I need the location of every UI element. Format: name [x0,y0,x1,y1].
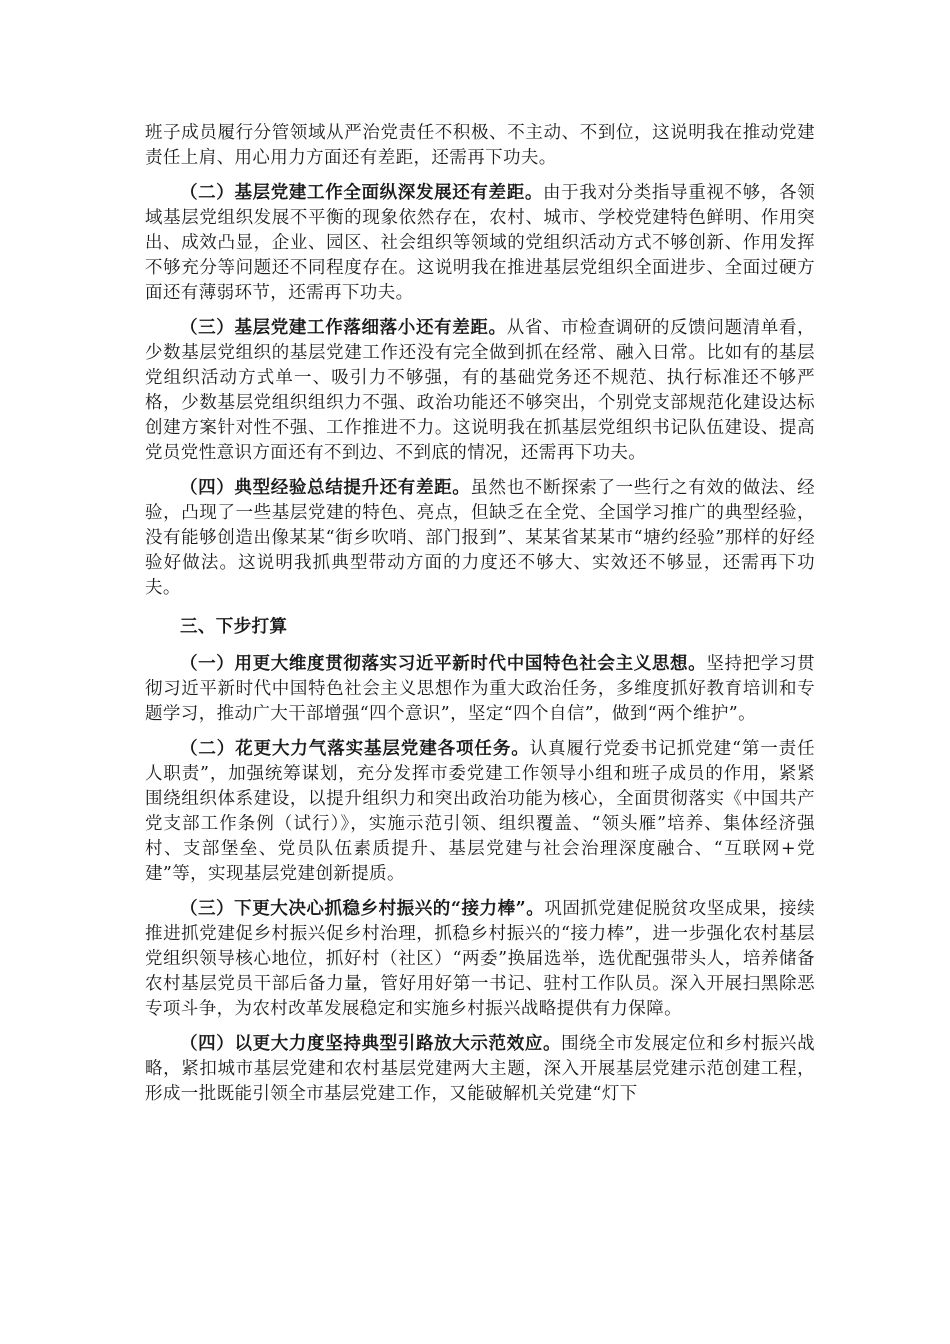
paragraph-issue-2 [145,181,815,306]
paragraph-text: 班子成员履行分管领域从严治党责任不积极、不主动、不到位，这说明我在推动党建责任上肩、用心用力方面还有差距，还需再下功夫。 [145,123,815,168]
paragraph-text: 围绕全市发展定位和乡村振兴战略，紧扣城市基层党建和农村基层党建两大主题，深入开展基层党建示范创建工程，形成一批既能引领全市基层党建工作，又能破解机关党建“灯下 [145,1034,815,1104]
paragraph-text: 认真履行党委书记抓党建“第一责任人职责”，加强统筹谋划，充分发挥市委党建工作领导小组和班子成员的作用，紧紧围绕组织体系建设，以提升组织力和突出政治功能为核心，全面贯彻落实《中国共产党支部工作条例（试行）》，实施示范引领、组织覆盖、“领头雁”培养、集体经济强村、支部堡垒、党员队伍素质提升、基层党建与社会治理深度融合、“互联网+党建”等，实现基层党建创新提质。 [145,739,815,884]
paragraph-plan-1 [145,652,815,727]
paragraph-lead: （四）以更大力度坚持典型引路放大示范效应。 [180,1034,562,1054]
paragraph-lead: （三）下更大决心抓稳乡村振兴的“接力棒”。 [180,899,545,919]
paragraph-plan-3 [145,897,815,1022]
paragraph-issue-4 [145,476,815,601]
paragraph-plan-2 [145,737,815,887]
paragraph-text: 坚持把学习贯彻习近平新时代中国特色社会主义思想作为重大政治任务，多维度抓好教育培训和专题学习，推动广大干部增强“四个意识”，坚定“四个自信”，做到“两个维护”。 [145,654,815,724]
paragraph-lead: （三）基层党建工作落细落小还有差距。 [180,318,507,338]
section-heading: 三、下步打算 [180,617,288,637]
paragraph-lead: （二）基层党建工作全面纵深发展还有差距。 [180,183,543,203]
paragraph-lead: （一）用更大维度贯彻落实习近平新时代中国特色社会主义思想。 [180,654,707,674]
paragraph-lead: （二）花更大力气落实基层党建各项任务。 [180,739,530,759]
paragraph-text: 巩固抓党建促脱贫攻坚成果，接续推进抓党建促乡村振兴促乡村治理，抓稳乡村振兴的“接力棒”，进一步强化农村基层党组织领导核心地位，抓好村（社区）“两委”换届选举，选优配强带头人，培养储备农村基层党员干部后备力量，管好用好第一书记、驻村工作队员。深入开展扫黑除恶专项斗争，为农村改革发展稳定和实施乡村振兴战略提供有力保障。 [145,899,815,1019]
paragraph-text: 由于我对分类指导重视不够，各领域基层党组织发展不平衡的现象依然存在，农村、城市、学校党建特色鲜明、作用突出、成效凸显，企业、园区、社会组织等领域的党组织活动方式不够创新、作用发挥不够充分等问题还不同程度存在。这说明我在推进基层党组织全面进步、全面过硬方面还有薄弱环节，还需再下功夫。 [145,183,815,303]
paragraph-text: 虽然也不断探索了一些行之有效的做法、经验，凸现了一些基层党建的特色、亮点，但缺乏在全党、全国学习推广的典型经验，没有能够创造出像某某“街乡吹哨、部门报到”、某某省某某市“塘约经验”那样的好经验好做法。这说明我抓典型带动方面的力度还不够大、实效还不够显，还需再下功夫。 [145,478,815,598]
paragraph-continuation [145,121,815,171]
paragraph-lead: （四）典型经验总结提升还有差距。 [180,478,471,498]
paragraph-plan-4 [145,1032,815,1107]
paragraph-issue-3 [145,316,815,466]
document-page [145,121,815,1107]
paragraph-text: 从省、市检查调研的反馈问题清单看，少数基层党组织的基层党建工作还没有完全做到抓在经常、融入日常。比如有的基层党组织活动方式单一、吸引力不够强，有的基础党务还不规范、执行标准还不够严格，少数基层党组织组织力不强、政治功能还不够突出，个别党支部规范化建设达标创建方案针对性不强、工作推进不力。这说明我在抓基层党组织书记队伍建设、提高党员党性意识方面还有不到边、不到底的情况，还需再下功夫。 [145,318,815,463]
